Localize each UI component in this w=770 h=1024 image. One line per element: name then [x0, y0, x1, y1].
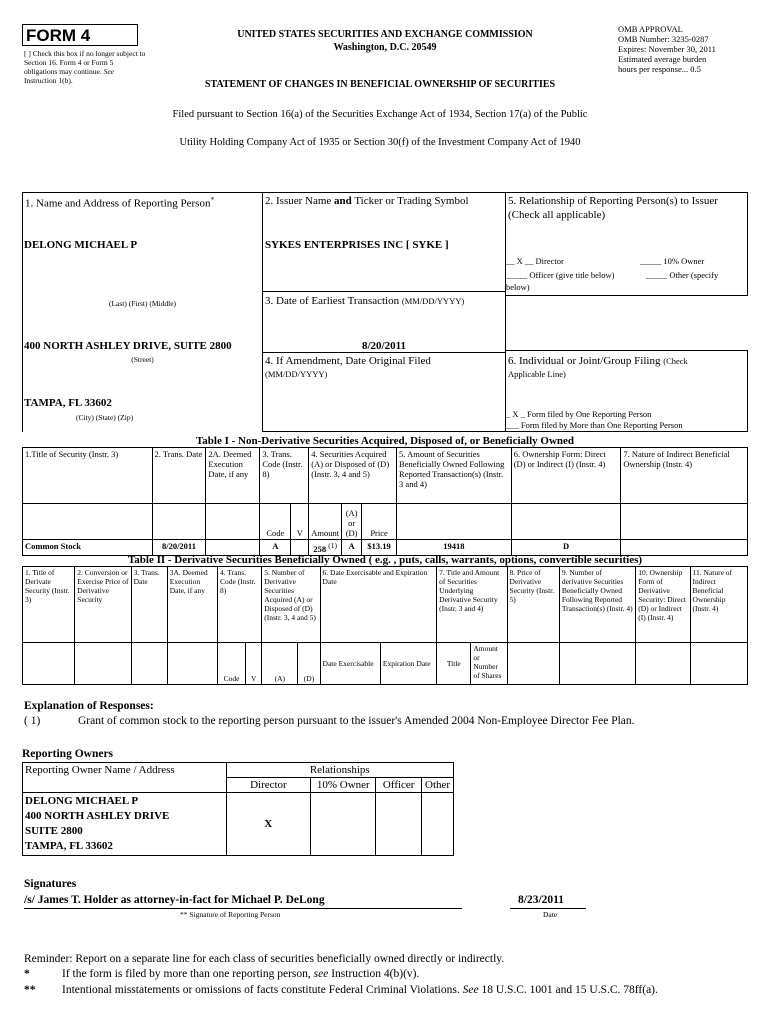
t2-sub-exercisable: Date Exercisable: [320, 643, 380, 685]
filed-pursuant: Filed pursuant to Section 16(a) of the Securities Exchange Act of 1934, Section 17(a) of the Public: [172, 109, 588, 120]
box5-sub: (Check all applicable): [508, 209, 606, 221]
t1-h7: 7. Nature of Indirect Beneficial Ownership (Instr. 4): [621, 448, 748, 504]
omb-box: [618, 24, 758, 74]
name-caption: (Last) (First) (Middle): [108, 299, 177, 308]
signature-caption: ** Signature of Reporting Person: [180, 910, 281, 919]
owners-col-director: Director: [226, 778, 311, 793]
agency-line2: Washington, D.C. 20549: [333, 42, 437, 53]
t2-sub-expiration: Expiration Date: [380, 643, 436, 685]
other-checkbox[interactable]: _____ Other (specify: [646, 270, 719, 280]
owners-col-other: Other: [422, 778, 454, 793]
explanation-heading: Explanation of Responses:: [24, 700, 154, 712]
box6-label-small2: Applicable Line): [508, 369, 566, 379]
t2-h9: 9. Number of derivative Securities Beneficially Owned Following Reported Transaction(s) (Instr. 4): [559, 567, 635, 643]
date-caption: Date: [543, 910, 558, 919]
reminder: Reminder: Report on a separate line for each class of securities beneficially owned directly or indirectly.: [24, 953, 505, 965]
t1-row-owned: 19418: [397, 540, 512, 556]
owner-address: DELONG MICHAEL P 400 NORTH ASHLEY DRIVE SUITE 2800 TAMPA, FL 33602: [23, 793, 227, 856]
t1-row-date: 8/20/2011: [152, 540, 206, 556]
box5-label: 5. Relationship of Reporting Person(s) to Issuer: [508, 195, 718, 207]
signatures-heading: Signatures: [24, 878, 77, 890]
omb-title: OMB APPROVAL: [618, 24, 683, 34]
t1-row-code: A: [260, 540, 291, 556]
t1-sub-ad: (A) or (D): [342, 504, 362, 540]
t2-sub-code: Code: [218, 643, 246, 685]
table1-title: Table I - Non-Derivative Securities Acquired, Disposed of, or Beneficially Owned: [195, 435, 575, 447]
t2-h11: 11. Nature of Indirect Beneficial Ownership (Instr. 4): [690, 567, 747, 643]
owners-heading: Reporting Owners: [22, 748, 114, 760]
t1-row-title: Common Stock: [23, 540, 153, 556]
t1-row-price: $13.19: [362, 540, 397, 556]
t1-sub-amount: Amount: [309, 504, 342, 540]
owners-table: [22, 762, 454, 856]
filed-pursuant-2: Utility Holding Company Act of 1935 or Section 30(f) of the Investment Company Act of 1940: [179, 137, 581, 148]
box4-label: 4. If Amendment, Date Original Filed: [265, 355, 431, 367]
form-label-box: [22, 24, 138, 46]
t1-sub-price: Price: [362, 504, 397, 540]
street-caption: (Street): [131, 355, 154, 364]
t1-h6: 6. Ownership Form: Direct (D) or Indirect (I) (Instr. 4): [511, 448, 621, 504]
t2-h5: 5. Number of Derivative Securities Acquired (A) or Disposed of (D) (Instr. 3, 4 and 5): [262, 567, 320, 643]
t1-h4: 4. Securities Acquired (A) or Disposed of (D) (Instr. 3, 4 and 5): [309, 448, 397, 504]
t1-row-form: D: [511, 540, 621, 556]
owners-col-10: 10% Owner: [311, 778, 376, 793]
city-caption: (City) (State) (Zip): [76, 413, 134, 422]
t2-sub-amount: Amount or Number of Shares: [471, 643, 507, 685]
reporting-person-name: DELONG MICHAEL P: [24, 239, 138, 251]
t1-row-amount-cell: 258 $^{(1)}$: [309, 540, 342, 556]
t2-h10: 10. Ownership Form of Derivative Security: Direct (D) or Indirect (I) (Instr. 4): [636, 567, 690, 643]
box2-label: 2. Issuer Name and Ticker or Trading Symbol: [265, 195, 469, 207]
t2-h4: 4. Trans. Code (Instr. 8): [218, 567, 262, 643]
box4-label-small: (MM/DD/YYYY): [265, 369, 328, 379]
omb-number: OMB Number: 3235-0287: [618, 34, 709, 44]
reporting-person-street: 400 NORTH ASHLEY DRIVE, SUITE 2800: [24, 340, 232, 352]
t2-sub-title: Title: [437, 643, 471, 685]
statement-title: STATEMENT OF CHANGES IN BENEFICIAL OWNERSHIP OF SECURITIES: [204, 79, 556, 90]
t1-row-ad: A: [342, 540, 362, 556]
explanation-num: ( 1): [24, 715, 41, 727]
t1-h3: 3. Trans. Code (Instr. 8): [260, 448, 309, 504]
owner-director-mark: X: [226, 793, 311, 856]
table2-title: Table II - Derivative Securities Beneficially Owned ( e.g. , puts, calls, warrants, options, convertible securities): [127, 554, 643, 566]
director-checkbox[interactable]: __ X __ Director: [506, 256, 564, 266]
t2-h1: 1. Title of Derivate Security (Instr. 3): [23, 567, 75, 643]
owners-col-officer: Officer: [376, 778, 422, 793]
t2-h3a: 3A. Deemed Execution Date, if any: [167, 567, 217, 643]
form-label: FORM 4: [26, 26, 91, 45]
omb-expires: Expires: November 30, 2011: [618, 44, 716, 54]
t1-h1: 1.Title of Security (Instr. 3): [23, 448, 153, 504]
t2-h2: 2. Conversion or Exercise Price of Derivative Security: [75, 567, 131, 643]
reporting-person-city: TAMPA, FL 33602: [24, 397, 112, 409]
t1-h5: 5. Amount of Securities Beneficially Owned Following Reported Transaction(s) (Instr. 3 and 4): [397, 448, 512, 504]
note2-star: **: [24, 984, 36, 996]
earliest-transaction-date: 8/20/2011: [361, 340, 406, 352]
omb-burden1: Estimated average burden: [618, 54, 707, 64]
signature-line: [24, 908, 462, 909]
explanation-text: Grant of common stock to the reporting person pursuant to the issuer's Amended 2004 Non-Employee Director Fee Plan.: [78, 715, 635, 727]
checkbox-note: [ ] Check this box if no longer subject to Section 16. Form 4 or Form 5 obligations may continue. See Instruction 1(b).: [24, 49, 146, 85]
other-below: below): [506, 282, 530, 292]
t1-h2a: 2A. Deemed Execution Date, if any: [206, 448, 260, 504]
t1-sub-v: V: [291, 504, 309, 540]
t2-h8: 8. Price of Derivative Security (Instr. 5): [507, 567, 559, 643]
box6-label: 6. Individual or Joint/Group Filing (Check: [508, 355, 688, 367]
owners-col-rel: Relationships: [226, 763, 453, 778]
box1-label: 1. Name and Address of Reporting Person*: [25, 195, 215, 210]
box1-frame: [22, 192, 263, 432]
ten-percent-checkbox[interactable]: _____ 10% Owner: [640, 256, 705, 266]
note1-star: *: [24, 968, 30, 980]
signature-date: 8/23/2011: [518, 894, 565, 906]
table-row: [23, 540, 748, 556]
date-line: [510, 908, 586, 909]
issuer-name: SYKES ENTERPRISES INC [ SYKE ]: [265, 239, 449, 251]
t2-h6: 6. Date Exercisable and Expiration Date: [320, 567, 437, 643]
table2: [22, 566, 748, 685]
one-reporting-person[interactable]: _ X _ Form filed by One Reporting Person: [506, 409, 652, 419]
box3-label: 3. Date of Earliest Transaction (MM/DD/YYYY): [265, 295, 465, 307]
t2-sub-d: (D): [298, 643, 320, 685]
note1: If the form is filed by more than one reporting person, see Instruction 4(b)(v).: [62, 968, 420, 980]
note2: Intentional misstatements or omissions of facts constitute Federal Criminal Violations. See 18 U.S.C. 1001 and 15 U.S.C. 78ff(a).: [62, 984, 658, 996]
owners-col-name: Reporting Owner Name / Address: [23, 763, 227, 793]
more-reporting-persons[interactable]: ___ Form filed by More than One Reporting Person: [506, 420, 683, 430]
table1: [22, 447, 748, 556]
t2-sub-a: (A): [262, 643, 298, 685]
t1-sub-code: Code: [260, 504, 291, 540]
officer-checkbox[interactable]: _____ Officer (give title below): [506, 270, 615, 280]
signer: /s/ James T. Holder as attorney-in-fact for Michael P. DeLong: [24, 894, 325, 906]
t2-h3: 3. Trans. Date: [131, 567, 167, 643]
t2-h7: 7. Title and Amount of Securities Underlying Derivative Security (Instr. 3 and 4): [437, 567, 507, 643]
table-row: [23, 793, 454, 856]
omb-burden2: hours per response... 0.5: [618, 64, 701, 74]
agency-line1: UNITED STATES SECURITIES AND EXCHANGE COMMISSION: [237, 29, 533, 40]
t2-sub-v: V: [246, 643, 262, 685]
t1-h2: 2. Trans. Date: [152, 448, 206, 504]
footnote-ref[interactable]: (1): [328, 541, 337, 550]
